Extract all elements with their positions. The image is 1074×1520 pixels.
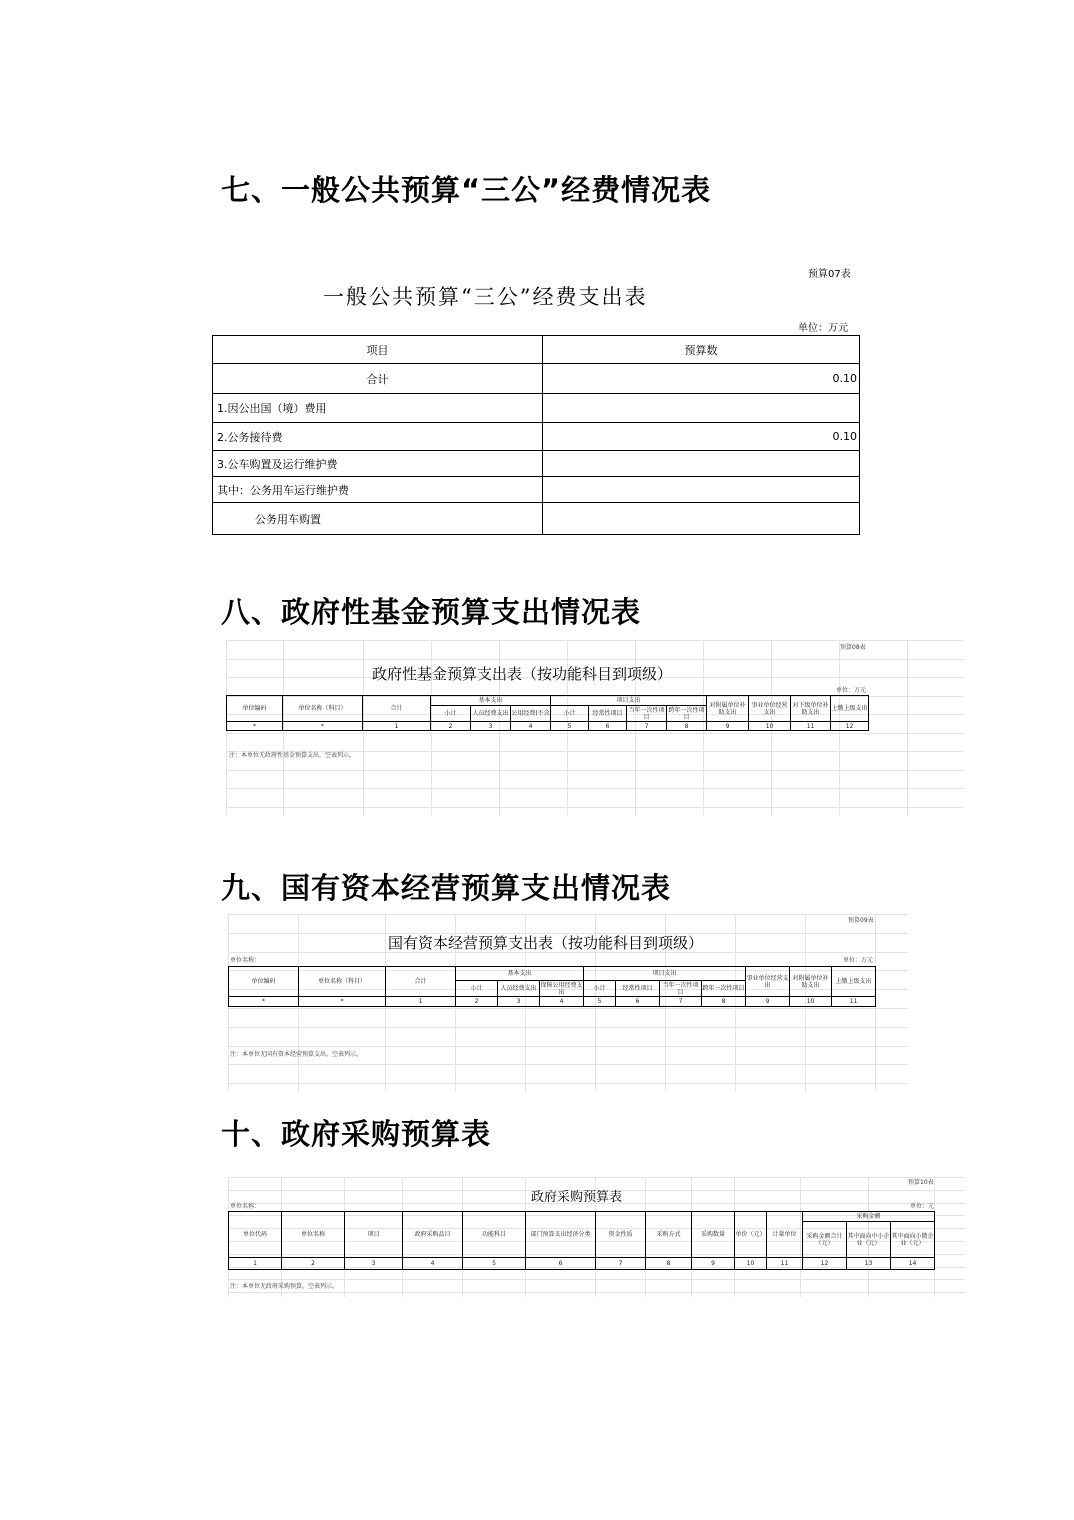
col-header: 单位名称（科目） bbox=[299, 967, 386, 997]
col-header: 上缴上级支出 bbox=[831, 696, 869, 722]
three-public-expense-table bbox=[212, 335, 860, 535]
row-value bbox=[543, 451, 860, 477]
col-header: 项目 bbox=[345, 1212, 403, 1258]
table-row bbox=[213, 451, 860, 477]
col-number: 2 bbox=[282, 1258, 345, 1270]
table-number: 预算09表 bbox=[848, 917, 874, 924]
col-number: 10 bbox=[749, 722, 791, 731]
col-number: 2 bbox=[431, 722, 471, 731]
table-note: 注：本单位无政府采购预算，空表列示。 bbox=[230, 1283, 339, 1290]
col-header: 事业单位经营支出 bbox=[749, 696, 791, 722]
col-number: 3 bbox=[498, 997, 540, 1007]
col-header: 经常性项目 bbox=[589, 706, 627, 722]
col-number: 6 bbox=[589, 722, 627, 731]
col-header: 单位名称（科目） bbox=[283, 696, 363, 722]
row-label: 其中：公务用车运行维护费 bbox=[213, 477, 543, 503]
col-number: 9 bbox=[692, 1258, 735, 1270]
unit-label: 单位：万元 bbox=[798, 323, 848, 334]
table-row bbox=[213, 394, 860, 423]
col-header: 当年一次性项目 bbox=[628, 706, 665, 721]
group-header: 基本支出 bbox=[431, 696, 551, 706]
column-header-item: 项目 bbox=[213, 336, 543, 364]
col-number: 9 bbox=[746, 997, 790, 1007]
col-header: 事业单位经营支出 bbox=[746, 967, 790, 997]
col-header: 政府采购品目 bbox=[403, 1212, 463, 1258]
section7-heading: 七、一般公共预算“三公”经费情况表 bbox=[221, 173, 712, 207]
col-number: 3 bbox=[471, 722, 511, 731]
col-header: 对附属单位补助支出 bbox=[790, 967, 832, 997]
row-label: 3.公车购置及运行维护费 bbox=[213, 451, 543, 477]
col-header: 部门预算支出经济分类 bbox=[526, 1212, 596, 1258]
col-header: 当年一次性项目 bbox=[660, 981, 702, 997]
col-number: 7 bbox=[660, 997, 702, 1007]
col-number: * bbox=[283, 722, 363, 731]
col-number: 7 bbox=[596, 1258, 646, 1270]
col-number: 1 bbox=[229, 1258, 282, 1270]
col-number: 4 bbox=[540, 997, 584, 1007]
col-number: 11 bbox=[791, 722, 831, 731]
col-number: 5 bbox=[551, 722, 589, 731]
table-title: 一般公共预算“三公”经费支出表 bbox=[323, 285, 648, 309]
unit-label: 单位：万元 bbox=[836, 687, 867, 694]
col-header: 资金性质 bbox=[596, 1212, 646, 1258]
table-title: 政府性基金预算支出表（按功能科目到项级） bbox=[372, 665, 673, 683]
col-number: * bbox=[299, 997, 386, 1007]
row-label: 1.因公出国（境）费用 bbox=[213, 394, 543, 423]
col-number: 5 bbox=[584, 997, 616, 1007]
column-header-budget: 预算数 bbox=[543, 336, 860, 364]
group-header: 基本支出 bbox=[456, 967, 584, 981]
col-number: 2 bbox=[456, 997, 498, 1007]
col-number: 3 bbox=[345, 1258, 403, 1270]
table-row bbox=[213, 503, 860, 535]
col-number: 14 bbox=[891, 1258, 935, 1270]
table-title: 国有资本经营预算支出表（按功能科目到项级） bbox=[388, 934, 704, 952]
col-number: 6 bbox=[616, 997, 660, 1007]
col-header: 小计 bbox=[584, 981, 616, 997]
table-row bbox=[213, 423, 860, 451]
group-header: 采购金额 bbox=[803, 1212, 935, 1222]
col-number: 6 bbox=[526, 1258, 596, 1270]
col-header: 单价（元） bbox=[735, 1212, 767, 1258]
section10-heading: 十、政府采购预算表 bbox=[221, 1117, 492, 1151]
table-number: 预算08表 bbox=[840, 644, 866, 651]
col-header: 单位名称 bbox=[282, 1212, 345, 1258]
table-number: 预算07表 bbox=[808, 269, 851, 280]
col-header: 单位代码 bbox=[229, 1212, 282, 1258]
unit-label: 单位：元 bbox=[910, 1203, 935, 1210]
col-number: 11 bbox=[767, 1258, 803, 1270]
row-value: 0.10 bbox=[543, 423, 860, 451]
row-value bbox=[543, 503, 860, 535]
col-header: 上缴上级支出 bbox=[832, 967, 876, 997]
table-number: 预算10表 bbox=[908, 1179, 934, 1186]
col-header: 功能科目 bbox=[463, 1212, 526, 1258]
col-header: 单位编码 bbox=[227, 696, 283, 722]
col-number: * bbox=[227, 722, 283, 731]
col-header: 保障公用经费支出 bbox=[540, 981, 583, 996]
row-value: 0.10 bbox=[543, 364, 860, 394]
col-header: 单位编码 bbox=[229, 967, 299, 997]
row-value bbox=[543, 477, 860, 503]
col-number: 11 bbox=[832, 997, 876, 1007]
col-number: 8 bbox=[702, 997, 746, 1007]
col-number: 12 bbox=[803, 1258, 847, 1270]
col-header: 其中面向中小企业（元） bbox=[847, 1222, 891, 1258]
unit-name-label: 单位名称： bbox=[230, 1203, 261, 1210]
procurement-header-table bbox=[228, 1211, 935, 1270]
col-number: 10 bbox=[790, 997, 832, 1007]
col-header: 小计 bbox=[551, 706, 589, 722]
col-number: 4 bbox=[403, 1258, 463, 1270]
col-header: 小计 bbox=[431, 706, 471, 722]
col-header: 对下级单位补助支出 bbox=[791, 696, 831, 722]
group-header: 项目支出 bbox=[551, 696, 707, 706]
col-number: 9 bbox=[707, 722, 749, 731]
row-label: 2.公务接待费 bbox=[213, 423, 543, 451]
col-number: * bbox=[229, 997, 299, 1007]
col-number: 1 bbox=[386, 997, 456, 1007]
col-header: 其中面向小微企业（元） bbox=[891, 1222, 935, 1258]
row-label: 合计 bbox=[213, 364, 543, 394]
col-number: 12 bbox=[831, 722, 869, 731]
col-header: 公用经费(不含 bbox=[511, 706, 551, 722]
fund-budget-header-table bbox=[226, 695, 869, 731]
col-header: 人员经费支出 bbox=[471, 706, 511, 722]
col-number: 8 bbox=[667, 722, 707, 731]
row-value bbox=[543, 394, 860, 423]
section8-heading: 八、政府性基金预算支出情况表 bbox=[221, 595, 642, 629]
col-header: 采购数量 bbox=[692, 1212, 735, 1258]
table-title: 政府采购预算表 bbox=[531, 1190, 623, 1205]
col-number: 7 bbox=[627, 722, 667, 731]
table-row bbox=[213, 364, 860, 394]
col-number: 10 bbox=[735, 1258, 767, 1270]
row-label: 公务用车购置 bbox=[213, 503, 543, 535]
col-header: 计量单位 bbox=[767, 1212, 803, 1258]
col-number: 5 bbox=[463, 1258, 526, 1270]
table-note: 注：本单位无政府性基金预算支出，空表列示。 bbox=[229, 752, 356, 759]
col-header: 跨年一次性项目 bbox=[702, 981, 746, 997]
col-header: 采购金额合计（元） bbox=[803, 1222, 847, 1258]
col-number: 13 bbox=[847, 1258, 891, 1270]
unit-name-label: 单位名称： bbox=[230, 957, 261, 964]
unit-label: 单位：万元 bbox=[843, 957, 874, 964]
state-capital-header-table bbox=[228, 966, 876, 1007]
section9-heading: 九、国有资本经营预算支出情况表 bbox=[221, 871, 672, 905]
col-header: 合计 bbox=[386, 967, 456, 997]
table-note: 注：本单位无国有资本经营预算支出，空表列示。 bbox=[230, 1051, 363, 1058]
col-header: 采购方式 bbox=[646, 1212, 692, 1258]
col-header: 跨年一次性项目 bbox=[668, 706, 705, 721]
table-row bbox=[213, 477, 860, 503]
col-header: 人员经费支出 bbox=[498, 981, 540, 997]
col-header: 对附属单位补助支出 bbox=[707, 696, 749, 722]
col-number: 8 bbox=[646, 1258, 692, 1270]
col-header: 经常性项目 bbox=[616, 981, 660, 997]
col-header: 小计 bbox=[456, 981, 498, 997]
col-number: 4 bbox=[511, 722, 551, 731]
col-number: 1 bbox=[363, 722, 431, 731]
col-header: 合计 bbox=[363, 696, 431, 722]
group-header: 项目支出 bbox=[584, 967, 746, 981]
